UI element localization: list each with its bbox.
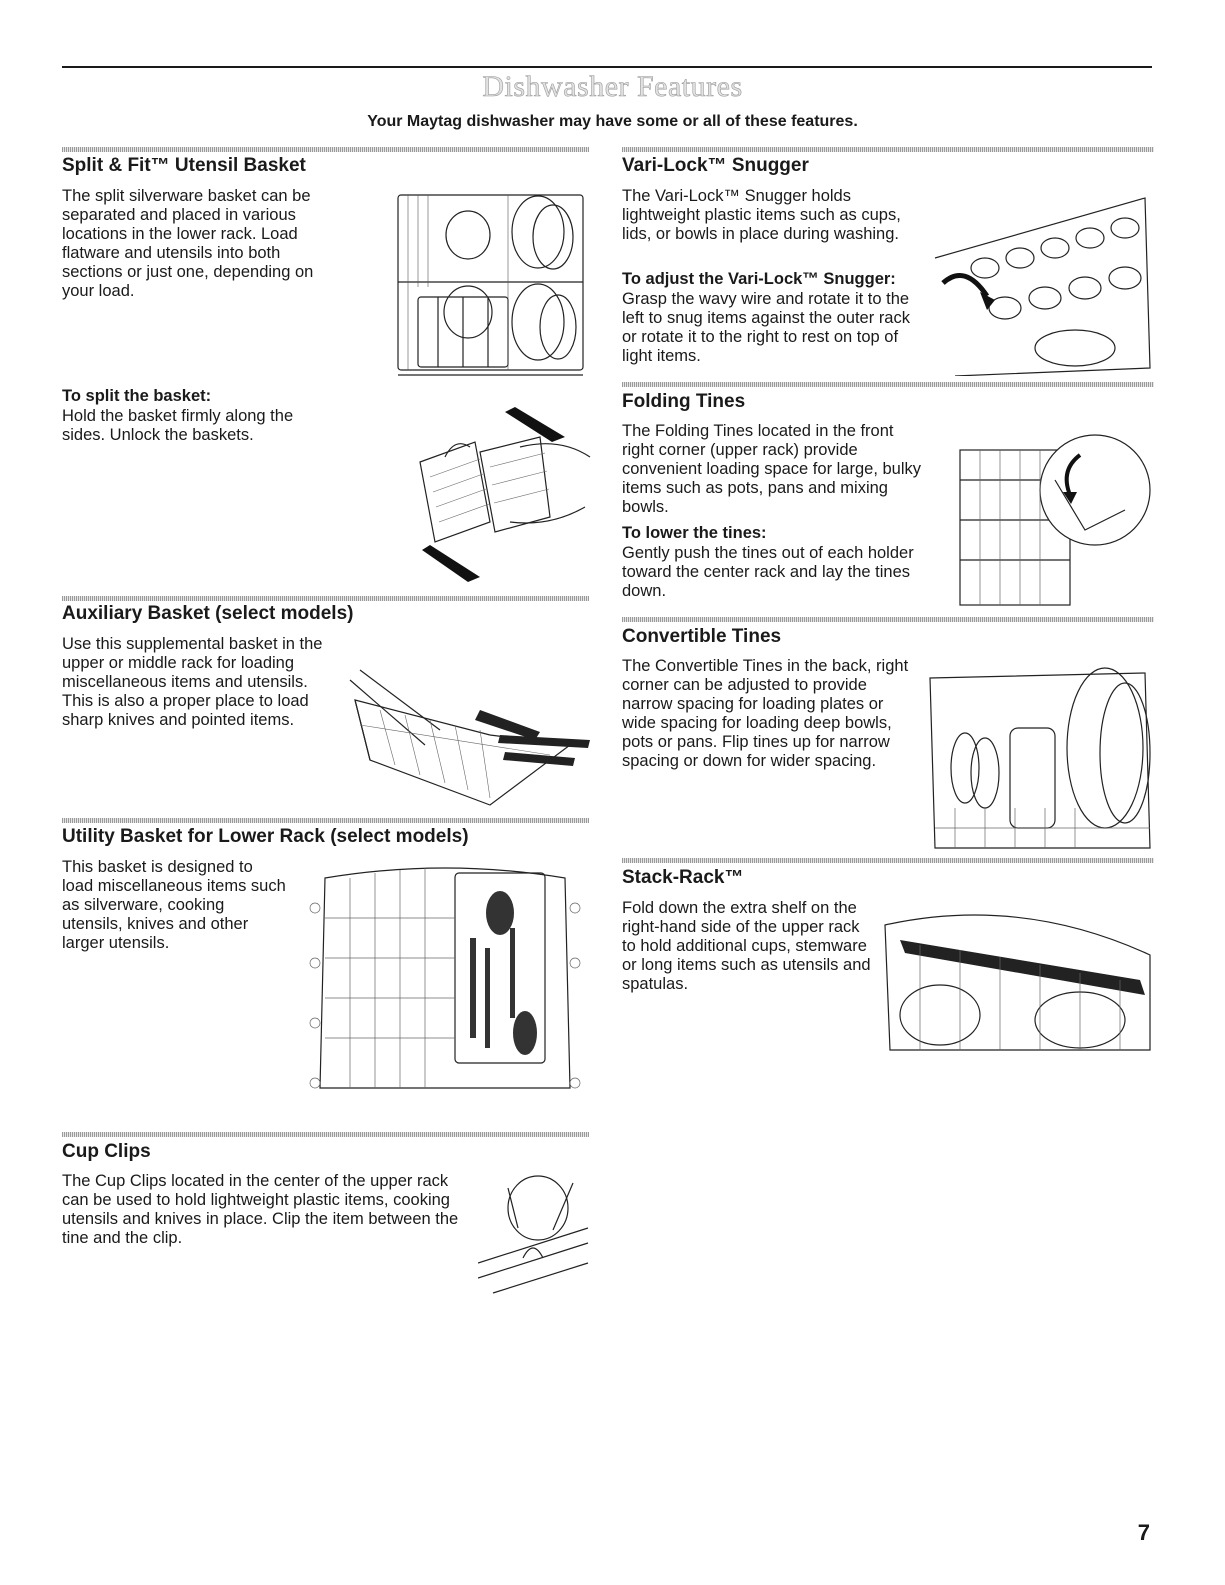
section-divider: [622, 617, 1154, 622]
section-body-utility: This basket is designed to load miscellaneous items such as silverware, cooking utensils, knives and other larger utensils.: [62, 858, 286, 952]
section-title-stack-rack: Stack-Rack™: [622, 867, 744, 888]
section-body-convertible-tines: The Convertible Tines in the back, right corner can be adjusted to provide narrow spacing for loading plates or wide spacing for loading deep bowls, pots or pans. Flip tines up for narrow spacing or down for wider spacing.: [622, 657, 909, 770]
split-basket-illustration: [400, 407, 592, 585]
section-divider: [622, 858, 1154, 863]
section-divider: [62, 818, 589, 823]
sub-body-adjust-snugger: Grasp the wavy wire and rotate it to the left to snug items against the outer rack or rotate it to the right to rest on top of light items.: [622, 290, 910, 365]
section-divider: [622, 382, 1154, 387]
page-number: 7: [1137, 1520, 1150, 1545]
convertible-tines-illustration: [925, 658, 1155, 852]
sub-body-lower-tines: Gently push the tines out of each holder toward the center rack and lay the tines down.: [622, 544, 914, 600]
section-title-utility: Utility Basket for Lower Rack (select models): [62, 826, 469, 847]
stack-rack-illustration: [880, 895, 1155, 1055]
cup-clips-illustration: [478, 1168, 593, 1298]
utensil-basket-in-rack-illustration: [368, 187, 592, 383]
vari-lock-snugger-illustration: [925, 188, 1155, 376]
section-title-auxiliary: Auxiliary Basket (select models): [62, 603, 354, 624]
section-title-split-fit: Split & Fit™ Utensil Basket: [62, 155, 306, 176]
sub-title-adjust-snugger: To adjust the Vari-Lock™ Snugger:: [622, 270, 896, 288]
section-divider: [62, 596, 589, 601]
utility-basket-illustration: [300, 858, 590, 1100]
section-body-folding-tines: The Folding Tines located in the front right corner (upper rack) provide convenient loading space for large, bulky items such as pots, pans and mixing bowls.: [622, 422, 922, 516]
section-title-folding-tines: Folding Tines: [622, 391, 746, 412]
auxiliary-basket-illustration: [330, 640, 600, 808]
section-title-cup-clips: Cup Clips: [62, 1141, 151, 1162]
page-title: Dishwasher Features: [482, 70, 743, 103]
sub-title-lower-tines: To lower the tines:: [622, 524, 767, 542]
sub-title-split-basket: To split the basket:: [62, 387, 212, 405]
section-body-vari-lock: The Vari-Lock™ Snugger holds lightweight plastic items such as cups, lids, or bowls in place during washing.: [622, 187, 901, 243]
section-body-split-fit: The split silverware basket can be separated and placed in various locations in the lower rack. Load flatware and utensils into both sections or just one, depending on your load.: [62, 187, 314, 300]
page-subtitle: Your Maytag dishwasher may have some or all of these features.: [367, 113, 858, 130]
section-body-cup-clips: The Cup Clips located in the center of the upper rack can be used to hold lightweight plastic items, cooking utensils and knives in place. Clip the item between the tine and the clip.: [62, 1172, 459, 1247]
folding-tines-illustration: [955, 420, 1155, 610]
section-divider: [62, 1132, 589, 1137]
section-divider: [622, 147, 1154, 152]
section-divider: [62, 147, 589, 152]
sub-body-split-basket: Hold the basket firmly along the sides. Unlock the baskets.: [62, 407, 294, 444]
section-title-vari-lock: Vari-Lock™ Snugger: [622, 155, 809, 176]
section-body-stack-rack: Fold down the extra shelf on the right-hand side of the upper rack to hold additional cups, stemware or long items such as utensils and spatulas.: [622, 899, 871, 993]
section-title-convertible-tines: Convertible Tines: [622, 626, 782, 647]
header-rule: [62, 66, 1152, 68]
section-body-auxiliary: Use this supplemental basket in the upper or middle rack for loading miscellaneous items and utensils. This is also a proper place to load sharp knives and pointed items.: [62, 635, 323, 729]
